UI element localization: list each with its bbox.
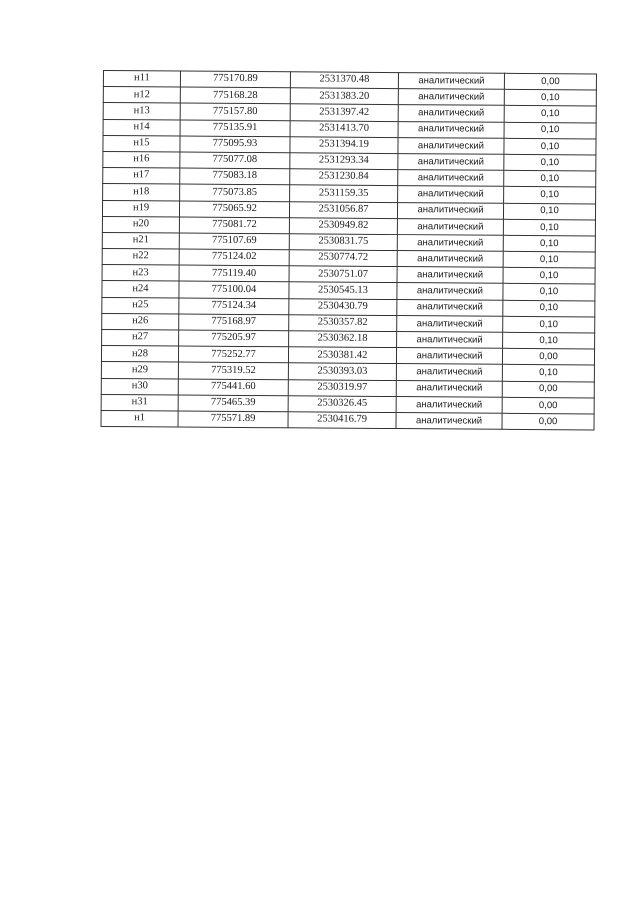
x-coordinate-cell: 775441.60 <box>178 379 288 396</box>
point-name-cell: н29 <box>101 362 178 379</box>
accuracy-cell: 0,10 <box>503 235 595 252</box>
method-cell: аналитический <box>396 412 502 429</box>
x-coordinate-cell: 775319.52 <box>178 362 288 379</box>
point-name-cell: н30 <box>101 378 178 395</box>
point-name-cell: н22 <box>102 249 179 266</box>
point-name-cell: н26 <box>102 313 179 330</box>
method-cell: аналитический <box>398 137 504 154</box>
method-cell: аналитический <box>396 380 502 397</box>
method-cell: аналитический <box>398 170 504 187</box>
point-name-cell: н16 <box>103 151 180 168</box>
point-name-cell: н28 <box>101 346 178 363</box>
method-cell: аналитический <box>396 348 502 365</box>
accuracy-cell: 0,10 <box>503 332 595 349</box>
method-cell: аналитический <box>397 315 503 332</box>
coordinates-table-body <box>101 71 596 431</box>
accuracy-cell: 0,10 <box>504 187 596 204</box>
accuracy-cell: 0,10 <box>503 203 595 220</box>
x-coordinate-cell: 775095.93 <box>180 136 290 153</box>
x-coordinate-cell: 775100.04 <box>179 281 289 298</box>
method-cell: аналитический <box>398 89 504 106</box>
y-coordinate-cell: 2531159.35 <box>290 185 398 202</box>
x-coordinate-cell: 775168.97 <box>179 314 289 331</box>
accuracy-cell: 0,10 <box>503 251 595 268</box>
accuracy-cell: 0,10 <box>504 170 596 187</box>
point-name-cell: н1 <box>101 410 178 427</box>
x-coordinate-cell: 775124.02 <box>179 249 289 266</box>
method-cell: аналитический <box>397 299 503 316</box>
method-cell: аналитический <box>397 251 503 268</box>
point-name-cell: н18 <box>103 184 180 201</box>
y-coordinate-cell: 2530751.07 <box>289 266 397 283</box>
accuracy-cell: 0,00 <box>502 397 594 414</box>
y-coordinate-cell: 2530319.97 <box>288 379 396 396</box>
y-coordinate-cell: 2531397.42 <box>290 104 398 121</box>
y-coordinate-cell: 2530545.13 <box>289 282 397 299</box>
accuracy-cell: 0,10 <box>503 300 595 317</box>
point-name-cell: н23 <box>102 265 179 282</box>
x-coordinate-cell: 775170.89 <box>180 71 290 88</box>
x-coordinate-cell: 775077.08 <box>180 152 290 169</box>
point-name-cell: н24 <box>102 281 179 298</box>
method-cell: аналитический <box>397 234 503 251</box>
point-name-cell: н21 <box>102 232 179 249</box>
x-coordinate-cell: 775065.92 <box>179 201 289 218</box>
method-cell: аналитический <box>396 396 502 413</box>
method-cell: аналитический <box>396 364 502 381</box>
y-coordinate-cell: 2530362.18 <box>289 331 397 348</box>
method-cell: аналитический <box>398 153 504 170</box>
point-name-cell: н13 <box>103 103 180 120</box>
method-cell: аналитический <box>397 218 503 235</box>
point-name-cell: н20 <box>102 216 179 233</box>
y-coordinate-cell: 2530774.72 <box>289 250 397 267</box>
accuracy-cell: 0,00 <box>502 381 594 398</box>
point-name-cell: н31 <box>101 394 178 411</box>
y-coordinate-cell: 2531394.19 <box>290 137 398 154</box>
accuracy-cell: 0,10 <box>503 268 595 285</box>
x-coordinate-cell: 775081.72 <box>179 217 289 234</box>
y-coordinate-cell: 2530326.45 <box>288 396 396 413</box>
y-coordinate-cell: 2531056.87 <box>289 201 397 218</box>
y-coordinate-cell: 2531293.34 <box>290 153 398 170</box>
x-coordinate-cell: 775571.89 <box>178 411 288 428</box>
y-coordinate-cell: 2531230.84 <box>290 169 398 186</box>
accuracy-cell: 0,10 <box>504 89 596 106</box>
accuracy-cell: 0,10 <box>504 122 596 139</box>
point-name-cell: н19 <box>102 200 179 217</box>
method-cell: аналитический <box>397 332 503 349</box>
accuracy-cell: 0,10 <box>502 365 594 382</box>
point-name-cell: н15 <box>103 135 180 152</box>
accuracy-cell: 0,10 <box>504 138 596 155</box>
method-cell: аналитический <box>398 73 504 90</box>
coordinates-table <box>101 70 597 431</box>
y-coordinate-cell: 2530393.03 <box>288 363 396 380</box>
point-name-cell: н25 <box>102 297 179 314</box>
accuracy-cell: 0,10 <box>503 316 595 333</box>
x-coordinate-cell: 775168.28 <box>180 87 290 104</box>
x-coordinate-cell: 775107.69 <box>179 233 289 250</box>
x-coordinate-cell: 775205.97 <box>179 330 289 347</box>
x-coordinate-cell: 775124.34 <box>179 298 289 315</box>
method-cell: аналитический <box>397 283 503 300</box>
y-coordinate-cell: 2530416.79 <box>288 412 396 429</box>
accuracy-cell: 0,10 <box>504 106 596 123</box>
accuracy-cell: 0,10 <box>503 219 595 236</box>
y-coordinate-cell: 2531370.48 <box>290 72 398 89</box>
method-cell: аналитический <box>397 202 503 219</box>
x-coordinate-cell: 775073.85 <box>180 184 290 201</box>
method-cell: аналитический <box>398 121 504 138</box>
point-name-cell: н17 <box>103 168 180 185</box>
accuracy-cell: 0,00 <box>504 73 596 90</box>
x-coordinate-cell: 775135.91 <box>180 120 290 137</box>
x-coordinate-cell: 775083.18 <box>180 168 290 185</box>
y-coordinate-cell: 2530381.42 <box>288 347 396 364</box>
y-coordinate-cell: 2530831.75 <box>289 234 397 251</box>
point-name-cell: н27 <box>102 329 179 346</box>
table-row <box>101 410 594 430</box>
y-coordinate-cell: 2530430.79 <box>289 298 397 315</box>
x-coordinate-cell: 775465.39 <box>178 395 288 412</box>
accuracy-cell: 0,10 <box>503 284 595 301</box>
point-name-cell: н14 <box>103 119 180 136</box>
accuracy-cell: 0,00 <box>502 348 594 365</box>
coordinates-sheet <box>101 70 597 431</box>
accuracy-cell: 0,10 <box>504 154 596 171</box>
x-coordinate-cell: 775252.77 <box>178 346 288 363</box>
point-name-cell: н12 <box>103 87 180 104</box>
method-cell: аналитический <box>398 105 504 122</box>
method-cell: аналитический <box>397 267 503 284</box>
y-coordinate-cell: 2531383.20 <box>290 88 398 105</box>
method-cell: аналитический <box>398 186 504 203</box>
y-coordinate-cell: 2531413.70 <box>290 120 398 137</box>
x-coordinate-cell: 775157.80 <box>180 103 290 120</box>
y-coordinate-cell: 2530949.82 <box>289 217 397 234</box>
x-coordinate-cell: 775119.40 <box>179 265 289 282</box>
y-coordinate-cell: 2530357.82 <box>289 315 397 332</box>
accuracy-cell: 0,00 <box>502 413 594 430</box>
point-name-cell: н11 <box>103 71 180 88</box>
